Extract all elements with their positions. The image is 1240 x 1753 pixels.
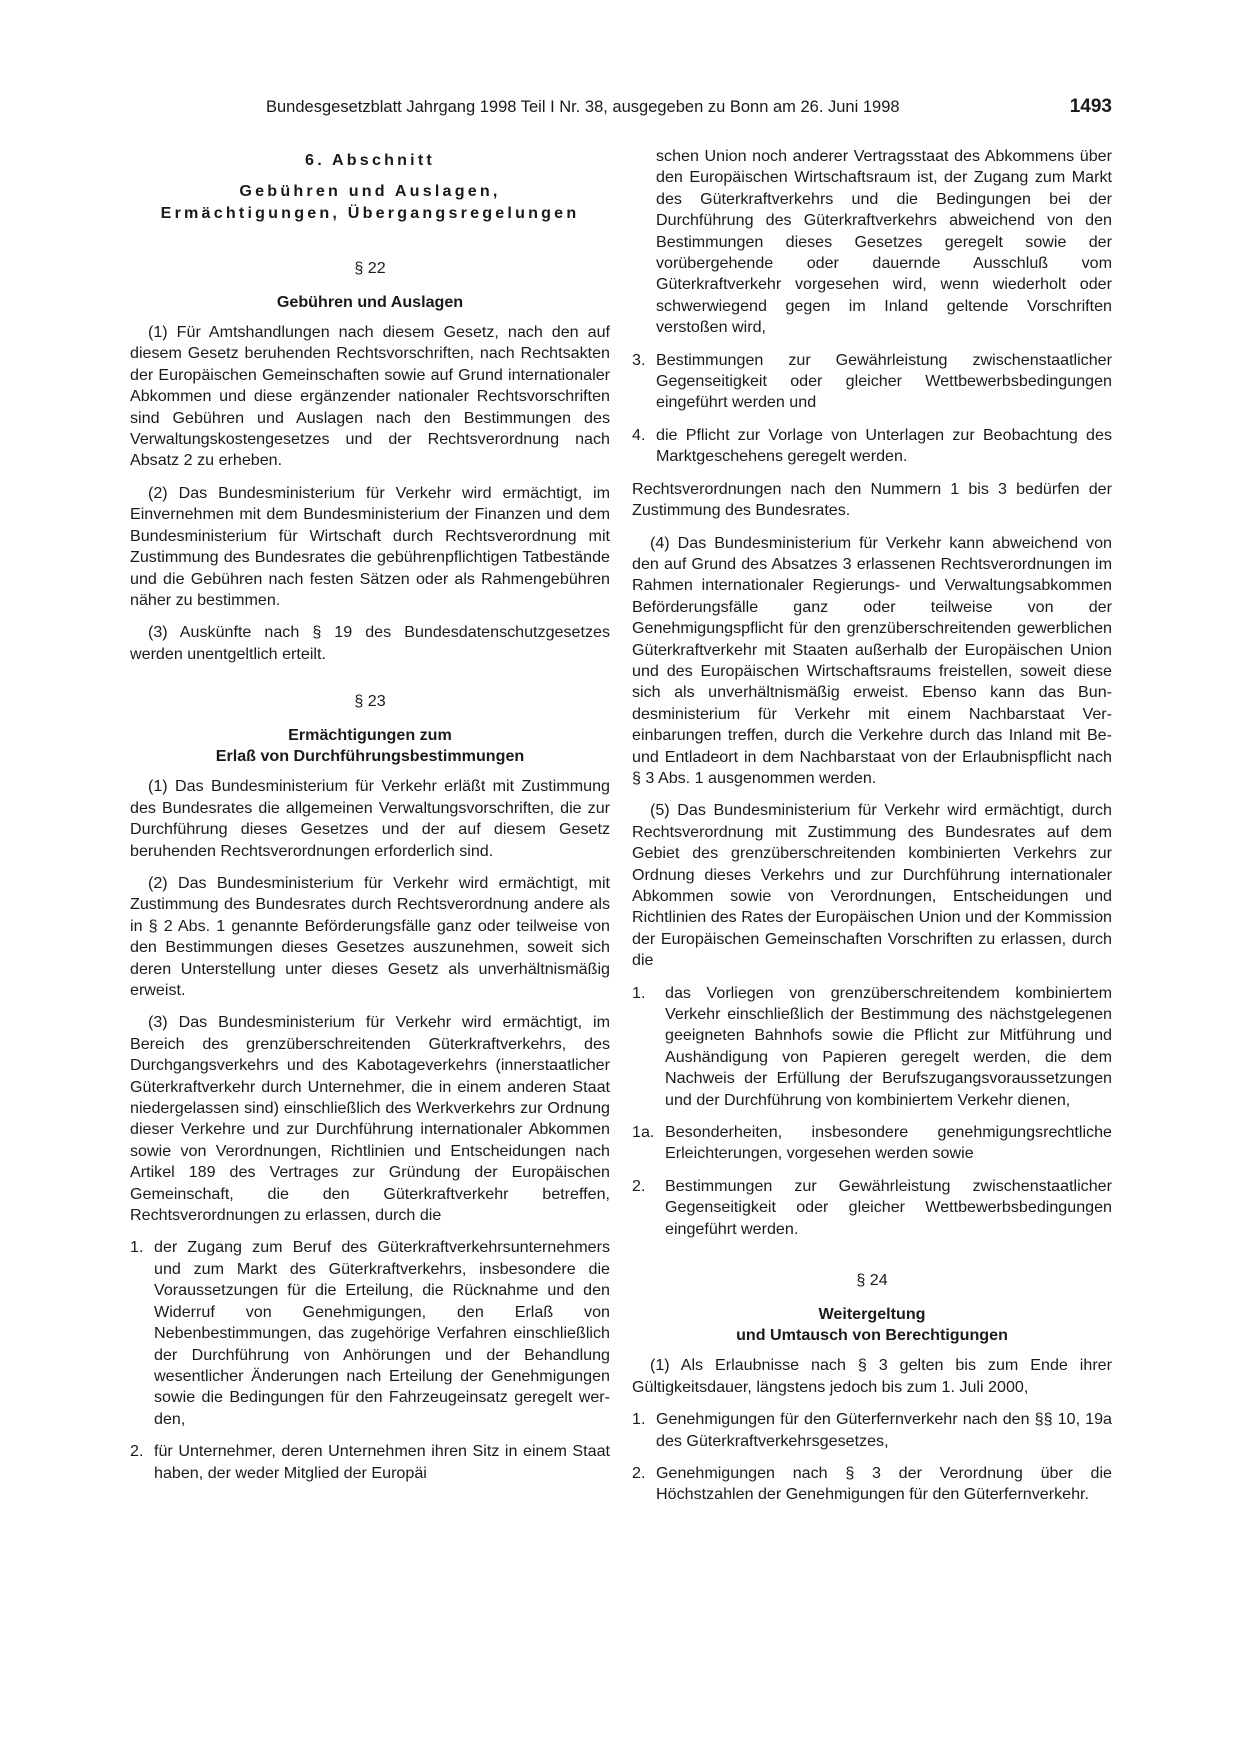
list-item (632, 350, 1112, 414)
list-number: 1. (632, 983, 646, 1002)
section-22-para-1: (1) Für Amtshandlungen nach diesem Gesetz, nach den auf diesem Gesetz beruhenden Rechtsvorschriften, nach Rechtsakten der Europäischen Gemeinschaften sowie auf Grund internationaler Abkommen und diese ergänzender nationaler Rechtsvorschriften sind Gebühren und Auslagen nach den Bestimmungen des Verwaltungskostengesetzes und der Rechtsverordnung nach Absatz 2 zu erheben. (130, 323, 610, 470)
running-header (130, 98, 1112, 124)
list-item (130, 1237, 610, 1430)
left-column (130, 150, 610, 1495)
section-24-title-line-1: Weitergeltung (818, 1304, 926, 1323)
list-text: der Zugang zum Beruf des Güterkraftverkehrsunternehmers und zum Markt des Güterkraftverkehrs, insbesondere die Voraussetzungen für die Erteilung, die Rücknahme und den Widerruf von Genehmigungen, den Erlaß von Nebenbestimmungen, das zugehörige Verfahren einschließlich der Durchführung von Anhörungen und der Behandlung wesentlicher Änderungen nach Erteilung der Genehmigungen sowie die Bedingungen für den Fahrzeugeinsatz geregelt werden, (154, 1238, 610, 1428)
section-23-para-1: (1) Das Bundesministerium für Verkehr erläßt mit Zustimmung des Bundesrates die allgemeinen Verwaltungsvorschriften, die zur Durchführung dieses Gesetzes und der auf diesem Gesetz beruhenden Rechtsverordnungen erforderlich sind. (130, 777, 610, 860)
section-23-number: § 23 (354, 692, 386, 711)
list-item (632, 1176, 1112, 1240)
section-24-number: § 24 (856, 1271, 888, 1290)
list-item (130, 1441, 610, 1484)
list-number: 2. (632, 1176, 646, 1195)
list-item (632, 1409, 1112, 1452)
section-24-para-1: (1) Als Erlaubnisse nach § 3 gelten bis zum Ende ihrer Gültigkeitsdauer, längstens jedoch bis zum 1. Juli 2000, (632, 1356, 1112, 1396)
list-text: Genehmigungen nach § 3 der Verordnung über die Höchstzahlen der Genehmigungen für den Güterfernverkehr. (656, 1463, 1112, 1504)
section-23-para-3: (3) Das Bundesministerium für Verkehr wird ermächtigt, im Bereich des grenzüberschreitenden Güterkraftverkehrs, des Durchgangsverkehrs und des Kabotageverkehrs (innerstaatlicher Güterkraftverkehr durch Unternehmer, die in einem anderen Staat niedergelassen sind) einschließlich des Werkverkehrs zur Ordnung dieser Verkehre und zur Durchführung internationaler Abkommen sowie von Verordnungen, Richtlinien und Entscheidungen nach Artikel 189 des Vertrages zur Gründung der Europäischen Gemeinschaft, die den Güterkraftverkehr betreffen, Rechtsverordnungen zu erlassen, durch die (130, 1013, 610, 1225)
section-22-title: Gebühren und Auslagen (276, 292, 464, 311)
list-text: Besonderheiten, insbesondere genehmigungsrechtliche Erleichterungen, vorgesehen werden sowie (665, 1123, 1112, 1163)
list-number: 1. (130, 1238, 144, 1257)
list-text: Bestimmungen zur Gewährleistung zwischenstaatlicher Gegenseitigkeit oder gleicher Wettbewerbsbedingungen eingeführt werden. (665, 1176, 1112, 1238)
section-23-para-5: (5) Das Bundesministerium für Verkehr wird ermächtigt, durch Rechtsverordnung mit Zustimmung des Bundesrates auf dem Gebiet des grenzüberschreitenden kombinierten Verkehrs zur Ordnung dieses Verkehrs und zur Durchführung internationaler Abkommen sowie von Verordnungen, Entscheidungen und Richtlinien des Rates der Europäischen Union und der Kommission der Europäischen Gemeinschaften Vorschriften zu erlassen, durch die (632, 801, 1112, 970)
section-22-para-3: (3) Auskünfte nach § 19 des Bundesdatenschutzgesetzes werden unentgeltlich erteilt. (130, 623, 610, 663)
section-23-title-line-2: Erlaß von Durchführungsbestimmungen (215, 746, 525, 765)
abschnitt-title-line-2: Ermächtigungen, Übergangsregelungen (160, 203, 580, 222)
list-item (632, 425, 1112, 468)
section-23-title-line-1: Ermächtigungen zum (288, 725, 452, 744)
right-column (632, 146, 1112, 1517)
list-number: 2. (130, 1442, 144, 1461)
list-number: 1. (632, 1410, 646, 1429)
running-title: Bundesgesetzblatt Jahrgang 1998 Teil I Nr. 38, ausgegeben zu Bonn am 26. Juni 1998 (266, 98, 900, 116)
list-number: 4. (632, 425, 646, 444)
list-item-2-continuation: schen Union noch anderer Vertragsstaat des Abkommens über den Europäischen Wirtschaftsraum ist, der Zugang zum Markt des Güterkraftverkehrs und die Bedingungen bei der Durchführung des Güterkraftverkehrs abweichend von den Bestimmungen dieses Gesetzes geregelt sowie der vorübergehende oder dauernde Ausschluß vom Güterkraftverkehr vorgesehen wird, wenn wiederholt oder schwerwiegend gegen im Inland geltende Vorschriften verstoßen wird, (656, 147, 1112, 337)
section-23-para-3-closing: Rechtsverordnungen nach den Nummern 1 bis 3 bedürfen der Zustimmung des Bundesrates. (632, 479, 1112, 520)
page-number: 1493 (1069, 96, 1112, 117)
section-23-para-4: (4) Das Bundesministerium für Verkehr kann abweichend von den auf Grund des Absatzes 3 erlassenen Rechtsverordnungen im Rahmen internationaler Regierungs- und Verwaltungsabkommen Beförderungsfälle ganz oder teilweise von der Genehmigungspflicht für den grenzüberschreitenden gewerblichen Güterkraftverkehr mit Staaten außerhalb der Europäischen Union und des Europäischen Wirtschaftsraums freistellen, soweit diese sich als unverhältnismäßig erweist. Ebenso kann das Bundesministerium für Verkehr mit einem Nachbarstaat Vereinbarungen treffen, durch die Verkehre durch das Inland mit Be- und Entladeort in dem Nachbarstaat von der Erlaubnispflicht nach § 3 Abs. 1 ausgenommen werden. (632, 533, 1112, 787)
section-24-title-line-2: und Umtausch von Berechtigungen (736, 1325, 1008, 1344)
list-text: Bestimmungen zur Gewährleistung zwischenstaatlicher Gegenseitigkeit oder gleicher Wettbewerbsbedingungen eingeführt werden und (656, 350, 1112, 412)
list-item (632, 983, 1112, 1111)
abschnitt-number: 6. Abschnitt (305, 151, 435, 169)
list-number: 2. (632, 1463, 646, 1482)
list-number: 1a. (632, 1123, 655, 1142)
section-22-para-2: (2) Das Bundesministerium für Verkehr wird ermächtigt, im Einvernehmen mit dem Bundesministerium der Finanzen und dem Bundesministerium für Wirtschaft durch Rechtsverordnung mit Zustimmung des Bundesrates die gebührenpflichtigen Tatbestände und die Gebühren nach festen Sätzen oder als Rahmengebühren näher zu bestimmen. (130, 483, 610, 609)
section-22-number: § 22 (354, 259, 386, 278)
section-23-para-2: (2) Das Bundesministerium für Verkehr wird ermächtigt, mit Zustimmung des Bundesrates durch Rechtsverordnung andere als in § 2 Abs. 1 genannte Beförderungsfälle ganz oder teilweise von den Bestimmungen dieses Gesetzes auszunehmen, soweit sich deren Unterstellung unter dieses Gesetz als unverhältnismäßig erweist. (130, 873, 610, 999)
abschnitt-title-line-1: Gebühren und Auslagen, (239, 182, 501, 201)
list-item (632, 1122, 1112, 1165)
list-text: Genehmigungen für den Güterfernverkehr nach den §§ 10, 19a des Güterkraftverkehrsgesetzes, (656, 1410, 1112, 1450)
list-text: das Vorliegen von grenzüberschreitendem kombiniertem Verkehr einschließlich der Bestimmung des nächstgelegenen geeigneten Bahnhofs sowie die Pflicht zur Mitführung und Aushändigung von Papieren geregelt werden, die dem Nachweis der Erfüllung der Berufszugangsvoraussetzungen und der Durchführung von kombiniertem Verkehr dienen, (665, 983, 1112, 1109)
list-text: die Pflicht zur Vorlage von Unterlagen zur Beobachtung des Marktgeschehens geregelt werden. (656, 425, 1112, 466)
list-item (632, 1463, 1112, 1506)
list-number: 3. (632, 350, 646, 369)
list-text: für Unternehmer, deren Unternehmen ihren Sitz in einem Staat haben, der weder Mitglied der Europäi (154, 1442, 610, 1482)
